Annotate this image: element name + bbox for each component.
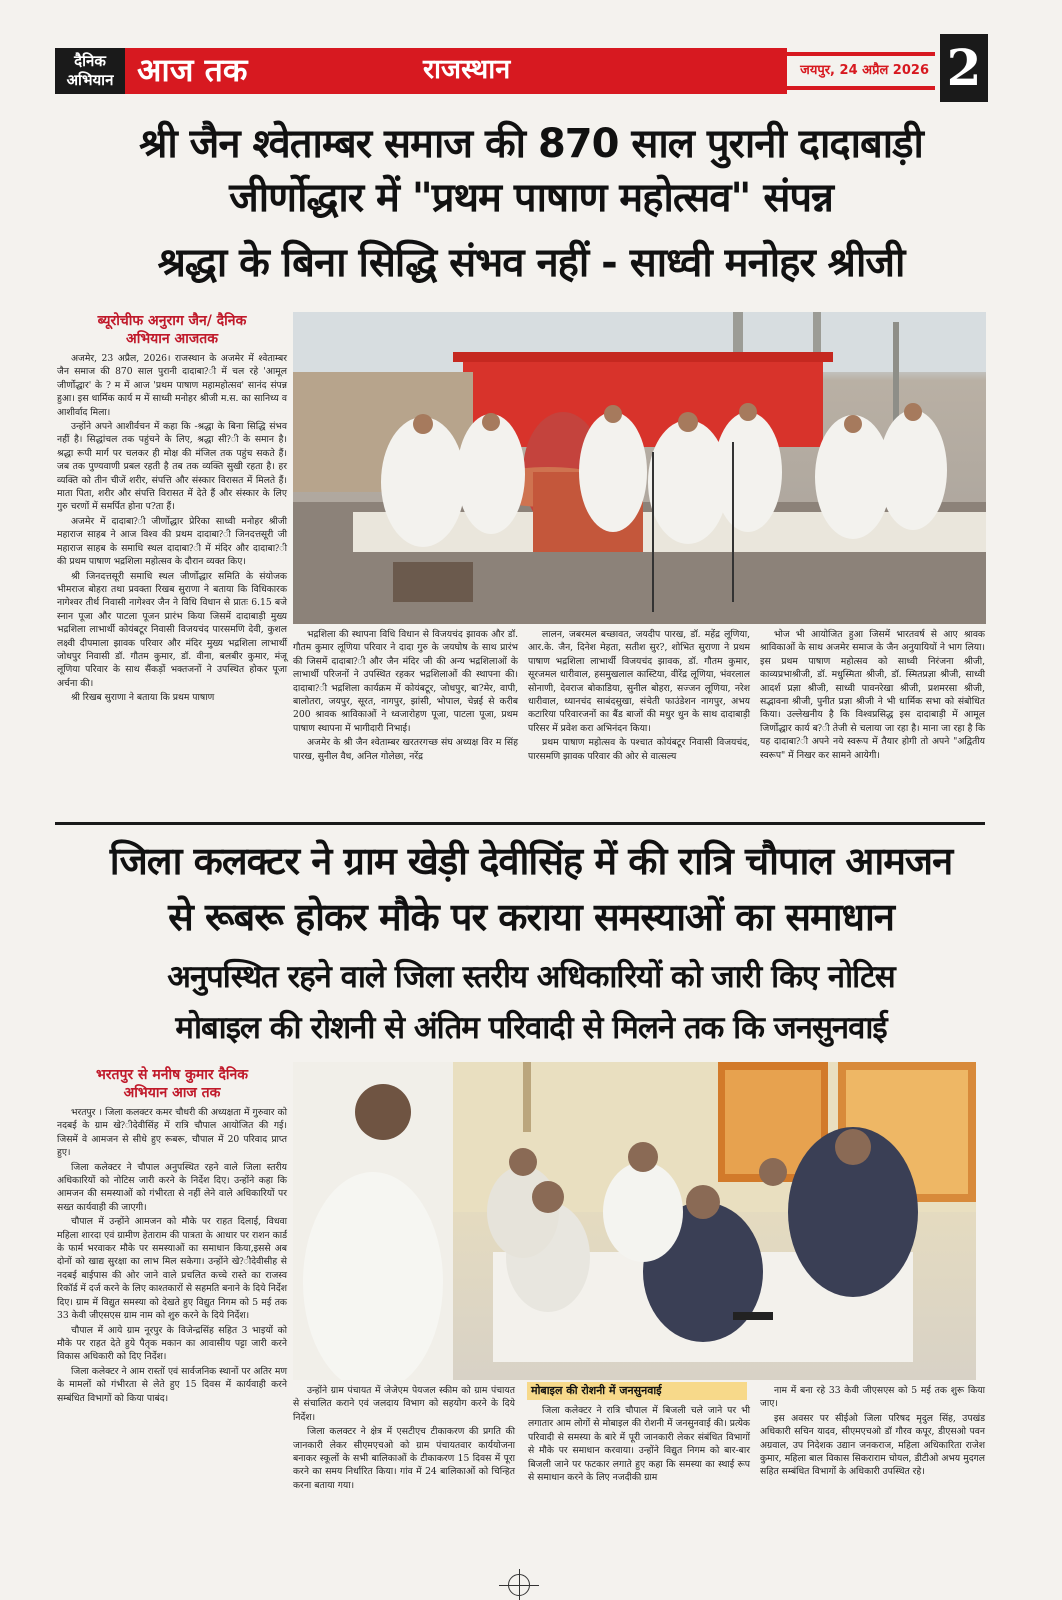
paragraph: प्रथम पाषाण महोत्सव के पश्चात कोयंबटूर निवासी विजयचंद, पारसमणि झावक परिवार की ओर से वात्सल्य <box>528 737 750 762</box>
newspaper-logo <box>55 48 125 94</box>
story2-sidebar-label: मोबाइल की रोशनी में जनसुनवाई <box>527 1382 747 1400</box>
story2-column-1 <box>57 1106 287 1568</box>
story1-byline-line2: अभियान आजतक <box>126 331 218 347</box>
date-box <box>787 48 935 94</box>
story2-headline-line2: से रूबरू होकर मौके पर कराया समस्याओं का समाधान <box>168 895 894 939</box>
story1-column-1 <box>57 352 287 812</box>
date-rule-top <box>787 52 935 56</box>
logo-line-2: अभियान <box>66 71 114 89</box>
page-number: 2 <box>940 34 988 102</box>
story2-column-3 <box>528 1404 750 1569</box>
story1-column-2 <box>293 628 518 813</box>
paragraph: जिला कलेक्टर ने आम रास्तों एवं सार्वजनिक स्थानों पर अतिर मण के मामलों को गंभीरता से लेते हुए 15 दिवस में कार्यवाही करने सम्बंधित विभागों को किया पाबंद। <box>57 1365 287 1404</box>
paragraph: उन्होंने ग्राम पंचायत में जेजेएम पेयजल स्कीम को ग्राम पंचायत से संचालित कराने एवं जलदाय विभाग को सहयोग करने के दिये निर्देश। <box>293 1385 515 1423</box>
story-divider <box>55 822 985 825</box>
paragraph: अजमेर के श्री जैन श्वेताम्बर खरतरगच्छ संघ अध्यक्ष विर म सिंह पारख, सुनील वैध, अनिल गोलेछा, नरेंद्र <box>293 737 518 762</box>
paragraph: भोज भी आयोजित हुआ जिसमें भारतवर्ष से आए श्रावक श्राविकाओं के साथ अजमेर समाज के जैन अनुयायियों ने भाग लिया। इस प्रथम पाषाण महोत्सव को साध्वी निरंजना श्रीजी, काव्यप्रभाश्रीजी, डॉ. मधुस्मिता श्रीजी, डॉ. स्मितप्रज्ञा श्रीजी, साध्वी आदर्श प्रज्ञा श्रीजी, साध्वी पावनरेखा श्रीजी, प्रशमरसा श्रीजी, सद्भावना श्रीजी, पुनीत प्रज्ञा श्रीजी ने भी धार्मिक सभा को संबोधित किया। उल्लेखनीय है कि विश्वप्रसिद्ध इस दादाबाड़ी में आमूल जिर्णोद्धार कार्य ब?ी तेजी से चलाया जा रहा है। माना जा रहा है कि यह दादाबा?ी अपने नये स्वरूप में तैयार होगी तो अपने "अद्वितीय स्वरूप" में निखर कर सामने आयेगी। <box>760 629 985 761</box>
paragraph: इस अवसर पर सीईओ जिला परिषद मृदुल सिंह, उपखंड अधिकारी सचिन यादव, सीएमएचओ डॉ गौरव कपूर, डीएसओ पवन अग्रवाल, उप निदेशक उद्यान जनकराज, महिला अधिकारिता राजेश कुमार, महिला बाल विकास सिकराराम चोयल, डीटीओ अभय मुदगल सहित सम्बंधित विभागों के अधिकारी उपस्थित रहे। <box>760 1412 985 1478</box>
story1-headline-line2: जीर्णोद्धार में "प्रथम पाषाण महोत्सव" संपन्न <box>229 175 833 221</box>
paragraph: लालन, जबरमल बच्छावत, जयदीप पारख, डॉ. महेंद्र लूणिया, आर.के. जैन, दिनेश मेहता, सतीश सुर?, शोभित सुराणा ने प्रथम पाषाण भद्रशिला लाभार्थी विजयचंद झावक, डॉ. गौतम कुमार, सूरजमल धारीवाल, हसमुखलाल कास्टिया, वीरेंद्र लूणिया, भंवरलाल सोनाणी, देवराज बोकाडिया, सुनील बोहरा, सज्जन लूणिया, नरेश धारीवाल, ध्यानचंद साबंदसुखा, संचेती फाउंडेशन नागपुर, अभय कटारिया परिवारजनों का बैंड बाजों की मधुर धुन के साथ दादाबाड़ी परिसर में प्रवेश करा अभिनंदन किया। <box>528 629 750 734</box>
paragraph: जिला कलक्टर ने क्षेत्र में एसटीएच टीकाकरण की प्रगति की जानकारी लेकर सीएमएचओ को ग्राम पंचायतवार कार्ययोजना बनाकर स्कूलों के सभी बालिकाओं के टीकाकरण 15 दिवस में पूरा करने का समय निर्धारित किया। गांव में 24 बालिकाओं को चिन्हित करना बताया गया। <box>293 1426 515 1491</box>
paragraph: श्री रिखब सुराणा ने बताया कि प्रथम पाषाण <box>71 692 215 704</box>
story2-column-4 <box>760 1384 985 1569</box>
story2-column-2 <box>293 1384 515 1569</box>
story1-byline-line1: ब्यूरोचीफ अनुराग जैन/ दैनिक <box>97 313 247 329</box>
story1-subheadline: श्रद्धा के बिना सिद्धि संभव नहीं - साध्वी मनोहर श्रीजी <box>157 240 905 286</box>
masthead-bar <box>55 48 935 94</box>
photo-illustration <box>293 1062 976 1380</box>
story2-subheadline-2: मोबाइल की रोशनी से अंतिम परिवादी से मिलने तक कि जनसुनवाई <box>175 1010 887 1046</box>
story1-photo-sadhvis <box>293 312 986 624</box>
story1-headline-line1: श्री जैन श्वेताम्बर समाज की 870 साल पुरानी दादाबाड़ी <box>139 121 923 167</box>
issue-date: जयपुर, 24 अप्रैल 2026 <box>800 63 929 78</box>
story1-column-3 <box>528 628 750 813</box>
paragraph: अजमेर में दादाबा?ी जीर्णोद्धार प्रेरिका साध्वी मनोहर श्रीजी महाराज साहब ने आज विश्व की प्रथम दादाबा?ी जिनदत्तसूरी जी महाराज साहब के समाधि स्थल दादाबा?ी में मंदिर और दादाबा?ी की प्रथम पाषाण भद्रशिला महोत्सव के दौरान व्यक्त किए। <box>57 515 287 568</box>
story2-byline-line2: अभियान आज तक <box>123 1085 221 1101</box>
paragraph: उन्होंने अपने आशीर्वचन में कहा कि -श्रद्धा के बिना सिद्धि संभव नहीं है। सिद्धांचल तक पहुंचने के लिए, श्रद्धा सी?ी के समान है। श्रद्धा रूपी मार्ग पर चलकर ही मोक्ष की मंजिल तक पहुंच सकते हैं। जब तक पुण्यवाणी प्रबल रहती है तब तक व्यक्ति सुखी रहता है। हर व्यक्ति को तीन चीजें शरीर, संपत्ति और संस्कार विरासत में मिलते हैं। माता पिता, शरीर और संपत्ति विरासत में देते हैं और संस्कार के लिए गुरु चरणों में समर्पित होना प?ता हैं। <box>57 421 287 513</box>
story2-byline-line1: भरतपुर से मनीष कुमार दैनिक <box>95 1067 249 1083</box>
story2-headline-line1: जिला कलक्टर ने ग्राम खेड़ी देवीसिंह में की रात्रि चौपाल आमजन <box>109 839 953 883</box>
paragraph: चौपाल में उन्होंने आमजन को मौके पर राहत दिलाई, विधवा महिला शारदा एवं ग्रामीण हेताराम की पात्रता के आधार पर राशन कार्ड के फार्म भरवाकर मौके पर समस्याओं का समाधान किया,इससे अब दोनों को खाद्य सुरक्षा का लाभ मिल सकेगा। उन्होंने खे?ीदेवीसीह से नदबई बाईपास की ओर जाने वाले प्रचलित कच्चे रास्ते का राजस्व रिकॉर्ड में दर्ज करने के लिए काश्तकारों से सहमति बनाने के दिये निर्देश दिए। ग्राम में विद्युत समस्या को देखते हुए विद्युत निगम को 5 मई तक 33 केवी जीएसएस ग्राम नाम को शुरु करने के दिये निर्देश। <box>57 1216 288 1322</box>
paragraph: चौपाल में आये ग्राम नूरपुर के विजेन्द्रसिंह सहित 3 भाइयों को मौके पर राहत देते हुये पैतृक मकान का आवासीय पट्टा जारी करने विकास अधिकारी को दिए निर्देश। <box>57 1324 287 1363</box>
story2-subheadline-1: अनुपस्थित रहने वाले जिला स्तरीय अधिकारियों को जारी किए नोटिस <box>167 959 895 995</box>
registration-mark-icon <box>508 1574 530 1596</box>
paragraph: जिला कलेक्टर ने चौपाल अनुपस्थित रहने वाले जिला स्तरीय अधिकारियों को नोटिस जारी करने के निर्देश दिए। उन्होंने कहा कि आमजन की समस्याओं को गंभीरता से नहीं लेने वाले अधिकारियों पर सख्त कार्यवाही की जाएगी। <box>57 1161 287 1213</box>
story2-byline <box>58 1066 286 1102</box>
paragraph: जिला कलेक्टर ने रात्रि चौपाल में बिजली चले जाने पर भी लगातार आम लोगों से मोबाइल की रोशनी में जनसुनवाई की। प्रत्येक परिवादी से समस्या के बारे में पूरी जानकारी लेकर संबंधित विभागों से मौके पर समाधान करवाया। उन्होंने विद्युत निगम को बार-बार बिजली जाने पर फटकार लगाते हुए कहा कि समस्या का स्थाई रूप से समाधान करने के लिए नजदीकी ग्राम <box>528 1405 750 1484</box>
photo-illustration <box>293 312 986 624</box>
date-rule-bottom <box>787 86 935 90</box>
paragraph: अजमेर, 23 अप्रैल, 2026। राजस्थान के अजमेर में श्वेताम्बर जैन समाज की 870 साल पुरानी दादाबा?ी में चल रहे 'आमूल जीर्णोद्धार' के ? म में आज 'प्रथम पाषाण महामहोत्सव' सानंद संपन्न हुआ। इस धार्मिक कार्य म में साध्वी मनोहर श्रीजी म.स. का सानिध्य व आशीर्वाद मिला। <box>57 353 287 418</box>
section-title: राजस्थान <box>423 54 511 85</box>
story2-photo-chaupal <box>293 1062 976 1380</box>
paragraph: श्री जिनदत्तसूरी समाधि स्थल जीर्णोद्धार समिति के संयोजक भीमराज बोहरा तथा प्रवक्ता रिखब सुराणा ने बताया कि विधिकारक नागेश्वर तीर्थ निवासी नागेश्वर जैन ने विधि विधान से प्रातः 6.15 बजे स्नान पूजा और पाटला पूजन प्रारंभ किया जिसमें दादाबाड़ी मुख्य भद्रशिला लाभार्थी कोयंबटूर निवासी विजयचंद पारसमणि देवी, कुशल लक्ष्वी दीपमाला झावक परिवार और मंदिर मुख्य भद्रशिला लाभार्थी जोधपुर निवासी डॉ. गौतम कुमार, डॉ. वीना, बलबीर कुमार, मंजू लूणिया परिवार के साथ सैंकड़ों भक्तजनों ने उपस्थित होकर पूजा अर्चना की। <box>57 570 287 689</box>
paragraph: नाम में बना रहे 33 केवी जीएसएस को 5 मई तक शुरू किया जाए। <box>760 1385 985 1410</box>
paragraph: भरतपुर । जिला कलक्टर कमर चौधरी की अध्यक्षता में गुरुवार को नदबई के ग्राम खे?ीदेवीसिंह में रात्रि चौपाल आयोजित की गई। जिसमें वे आमजन से सीधे हुए रूबरू, चौपाल में 20 परिवाद प्राप्त हुए। <box>57 1107 287 1159</box>
newspaper-name: आज तक <box>137 51 248 89</box>
story1-column-4 <box>760 628 985 813</box>
paragraph: भद्रशिला की स्थापना विधि विधान से विजयचंद झावक और डॉ. गौतम कुमार लूणिया परिवार ने दादा गुरु के जयघोष के साथ प्रारंभ की जिसमें दादाबा?ी और जैन मंदिर जी की अन्य भद्रशिलाओं के लाभार्थी परिजनों ने उपस्थित रहकर भद्रशिलाओं की स्थापना की। दादाबा?ी भद्रशिला कार्यक्रम में कोयंबटूर, जोधपुर, बा?मेर, वापी, बालोतरा, जयपुर, सूरत, नागपुर, झांसी, भोपाल, चेन्नई से करीब 200 श्रावक श्राविकाओं ने ध्वजारोहण पूजा, पाटला पूजा, प्रथम पाषाण स्थापना में भागीदारी निभाई। <box>293 629 518 734</box>
story1-byline <box>58 312 286 348</box>
logo-line-1: दैनिक <box>74 52 106 70</box>
